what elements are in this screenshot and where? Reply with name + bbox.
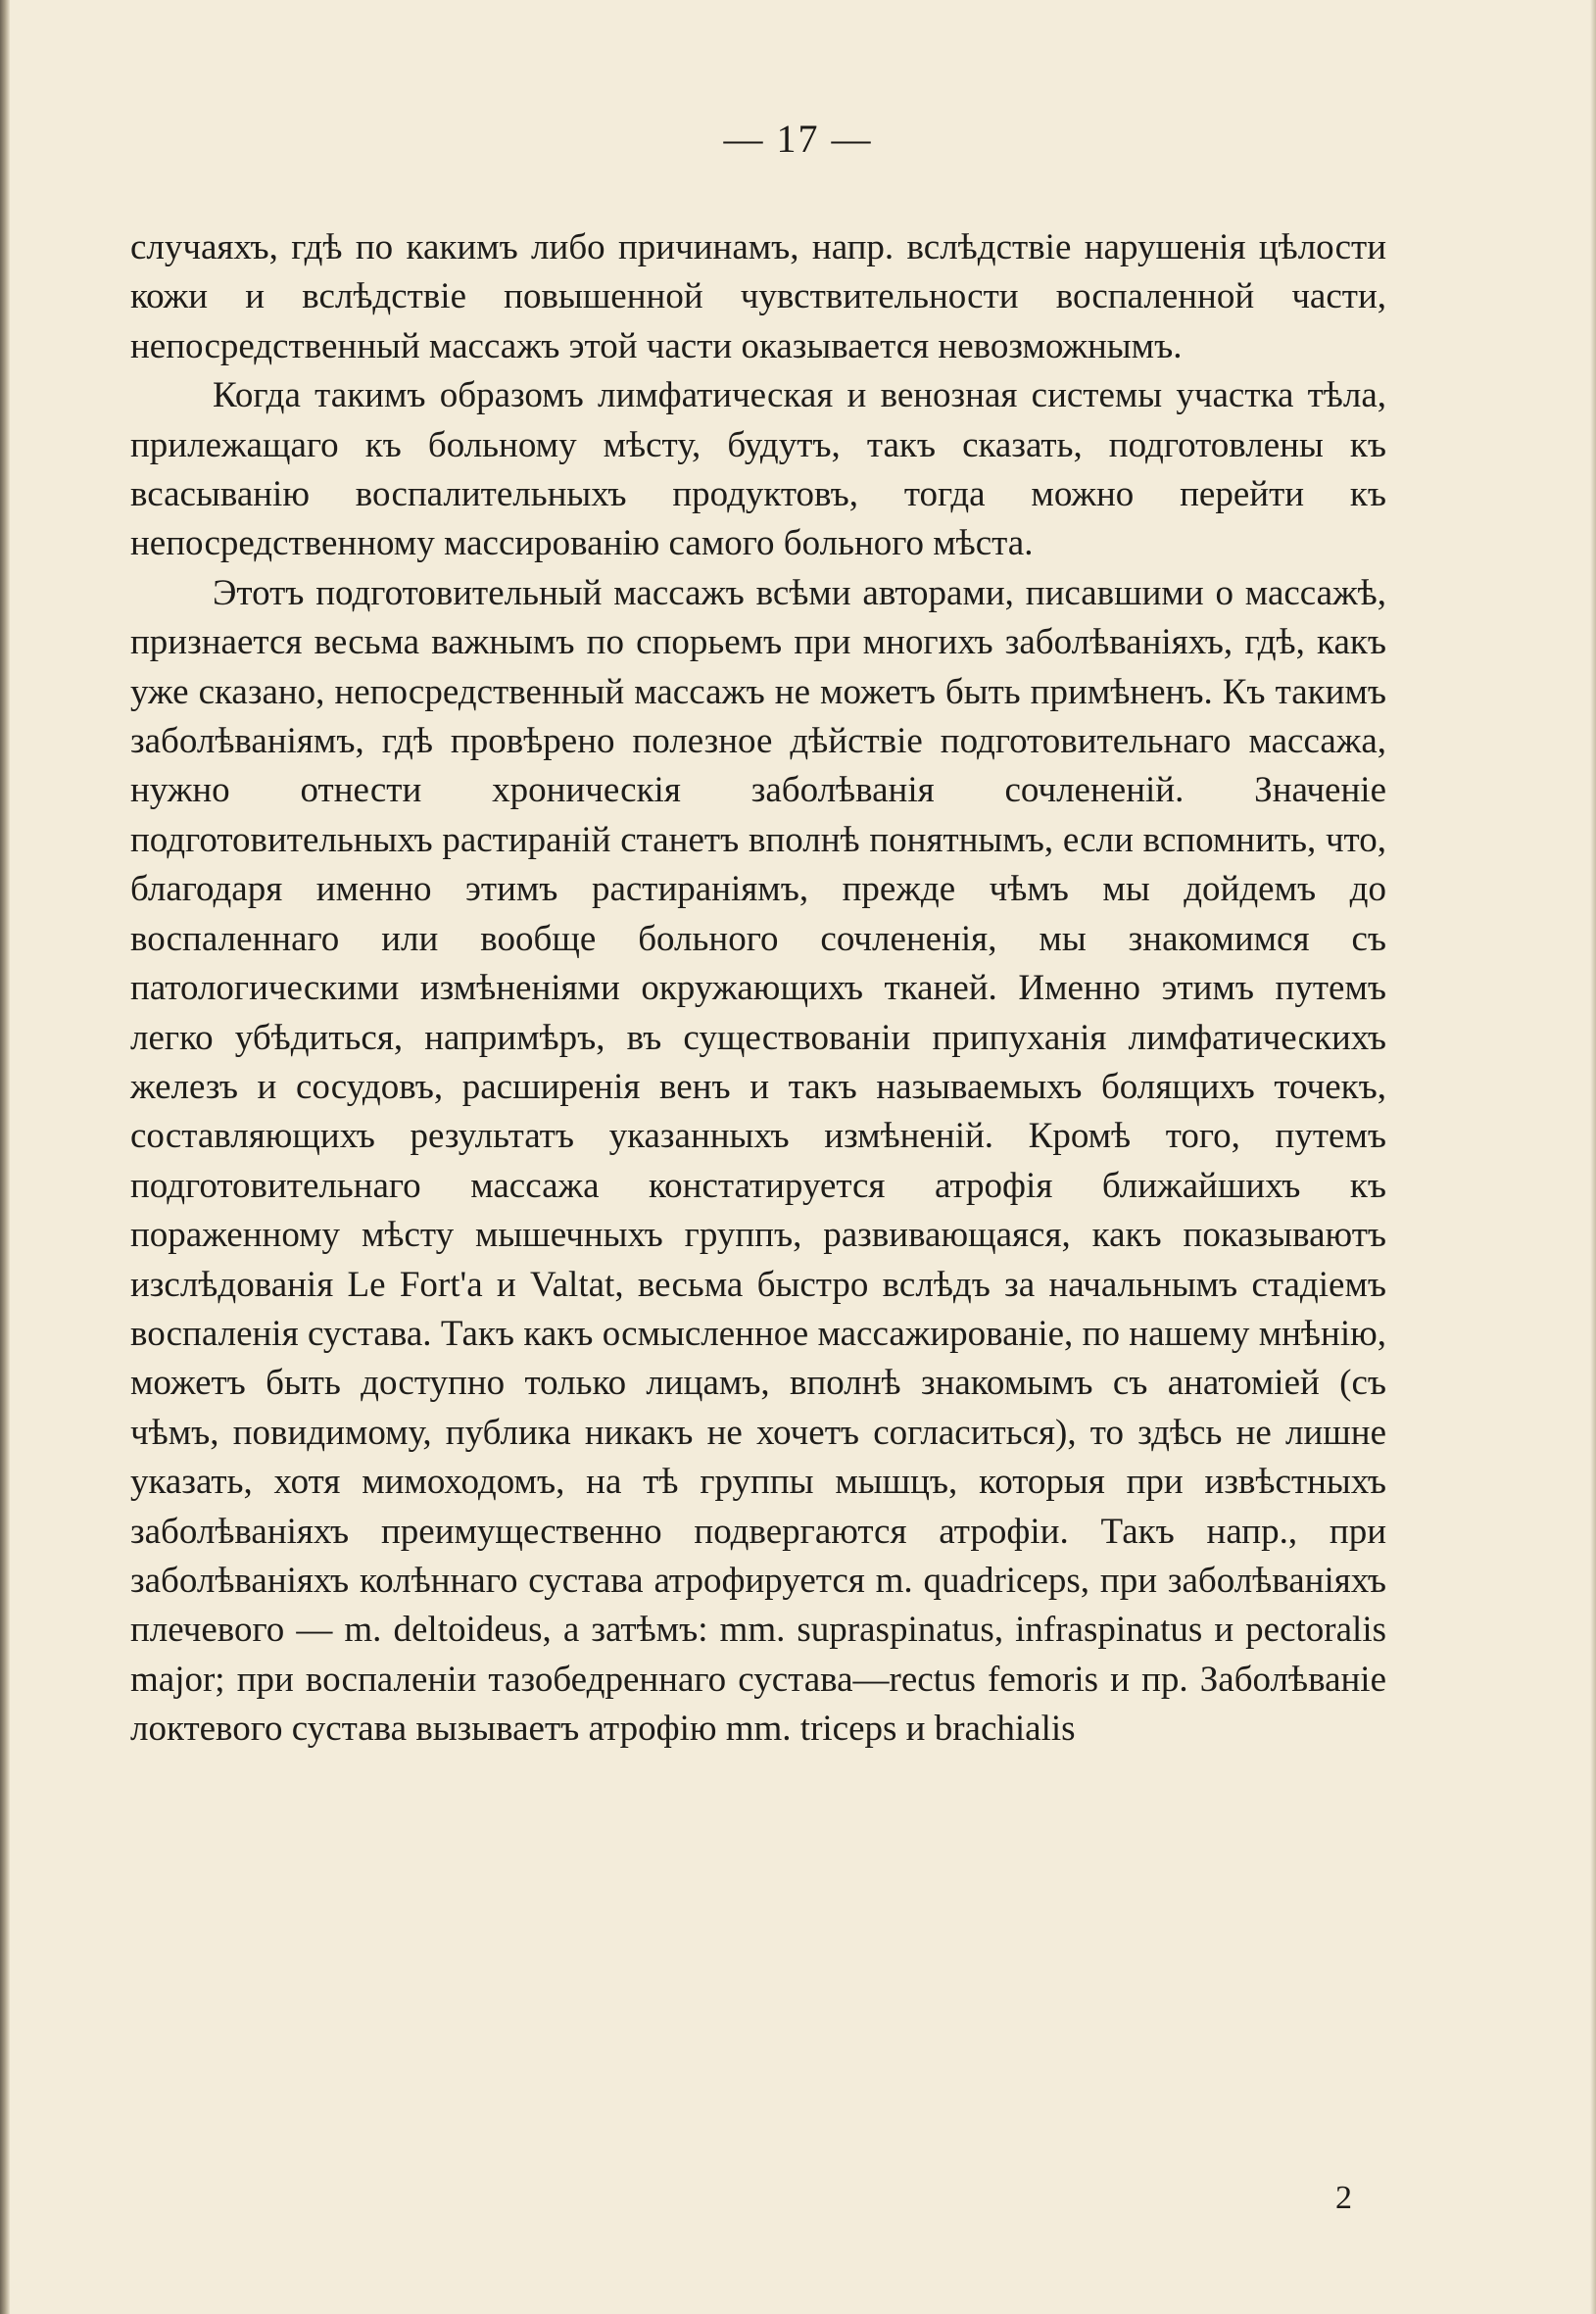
paragraph-lymphatic-preparation: Когда такимъ образомъ лимфатическая и венозная системы участка тѣла, прилежащаго къ больному мѣсту, будутъ, такъ сказать, подготовлены къ всасыванію воспалительныхъ продуктовъ, тогда можно перейти къ непосредственному массированію самого больного мѣста. [130,375,1386,564]
page-binding-edge [0,0,10,2314]
page-number-header: — 17 — [723,117,873,161]
signature-mark: 2 [1335,2180,1352,2216]
paragraph-continuation: случаяхъ, гдѣ по какимъ либо причинамъ, напр. вслѣдствіе нарушенія цѣлости кожи и вслѣдствіе повышенной чувствительности воспаленной части, непосредственный массажъ этой части оказывается невозможнымъ. [130,227,1386,366]
body-text [130,223,1386,1755]
page-right-edge [1590,0,1596,2314]
paragraph-preparatory-massage: Этотъ подготовительный массажъ всѣми авторами, писавшими о массажѣ, признается весьма важнымъ по спорьемъ при многихъ заболѣваніяхъ, гдѣ, какъ уже сказано, непосредственный массажъ не можетъ быть примѣненъ. Къ такимъ заболѣваніямъ, гдѣ провѣрено полезное дѣйствіе подготовительнаго массажа, нужно отнести хроническія заболѣванія сочлененій. Значеніе подготовительныхъ растираній станетъ вполнѣ понятнымъ, если вспомнить, что, благодаря именно этимъ растираніямъ, прежде чѣмъ мы дойдемъ до воспаленнаго или вообще больного сочлененія, мы знакомимся съ патологическими измѣненіями окружающихъ тканей. Именно этимъ путемъ легко убѣдиться, напримѣръ, въ существованіи припуханія лимфатическихъ железъ и сосудовъ, расширенія венъ и такъ называемыхъ болящихъ точекъ, составляющихъ результатъ указанныхъ измѣненій. Кромѣ того, путемъ подготовительнаго массажа констатируется атрофія ближайшихъ къ пораженному мѣсту мышечныхъ группъ, развивающаяся, какъ показываютъ изслѣдованія Le Fort'а и Valtat, весьма быстро вслѣдъ за начальнымъ стадіемъ воспаленія сустава. Такъ какъ осмысленное массажированіе, по нашему мнѣнію, можетъ быть доступно только лицамъ, вполнѣ знакомымъ съ анатоміей (съ чѣмъ, повидимому, публика никакъ не хочетъ согласиться), то здѣсь не лишне указать, хотя мимоходомъ, на тѣ группы мышцъ, которыя при извѣстныхъ заболѣваніяхъ преимущественно подвергаются атрофіи. Такъ напр., при заболѣваніяхъ колѣннаго сустава атрофируется m. quadriceps, при заболѣваніяхъ плечевого — m. deltoideus, а затѣмъ: mm. supraspinatus, infraspinatus и pectoralis major; при воспаленіи тазобедреннаго сустава—rectus femoris и пр. Заболѣваніе локтевого сустава вызываетъ атрофію mm. triceps и brachialis [130,572,1386,1750]
